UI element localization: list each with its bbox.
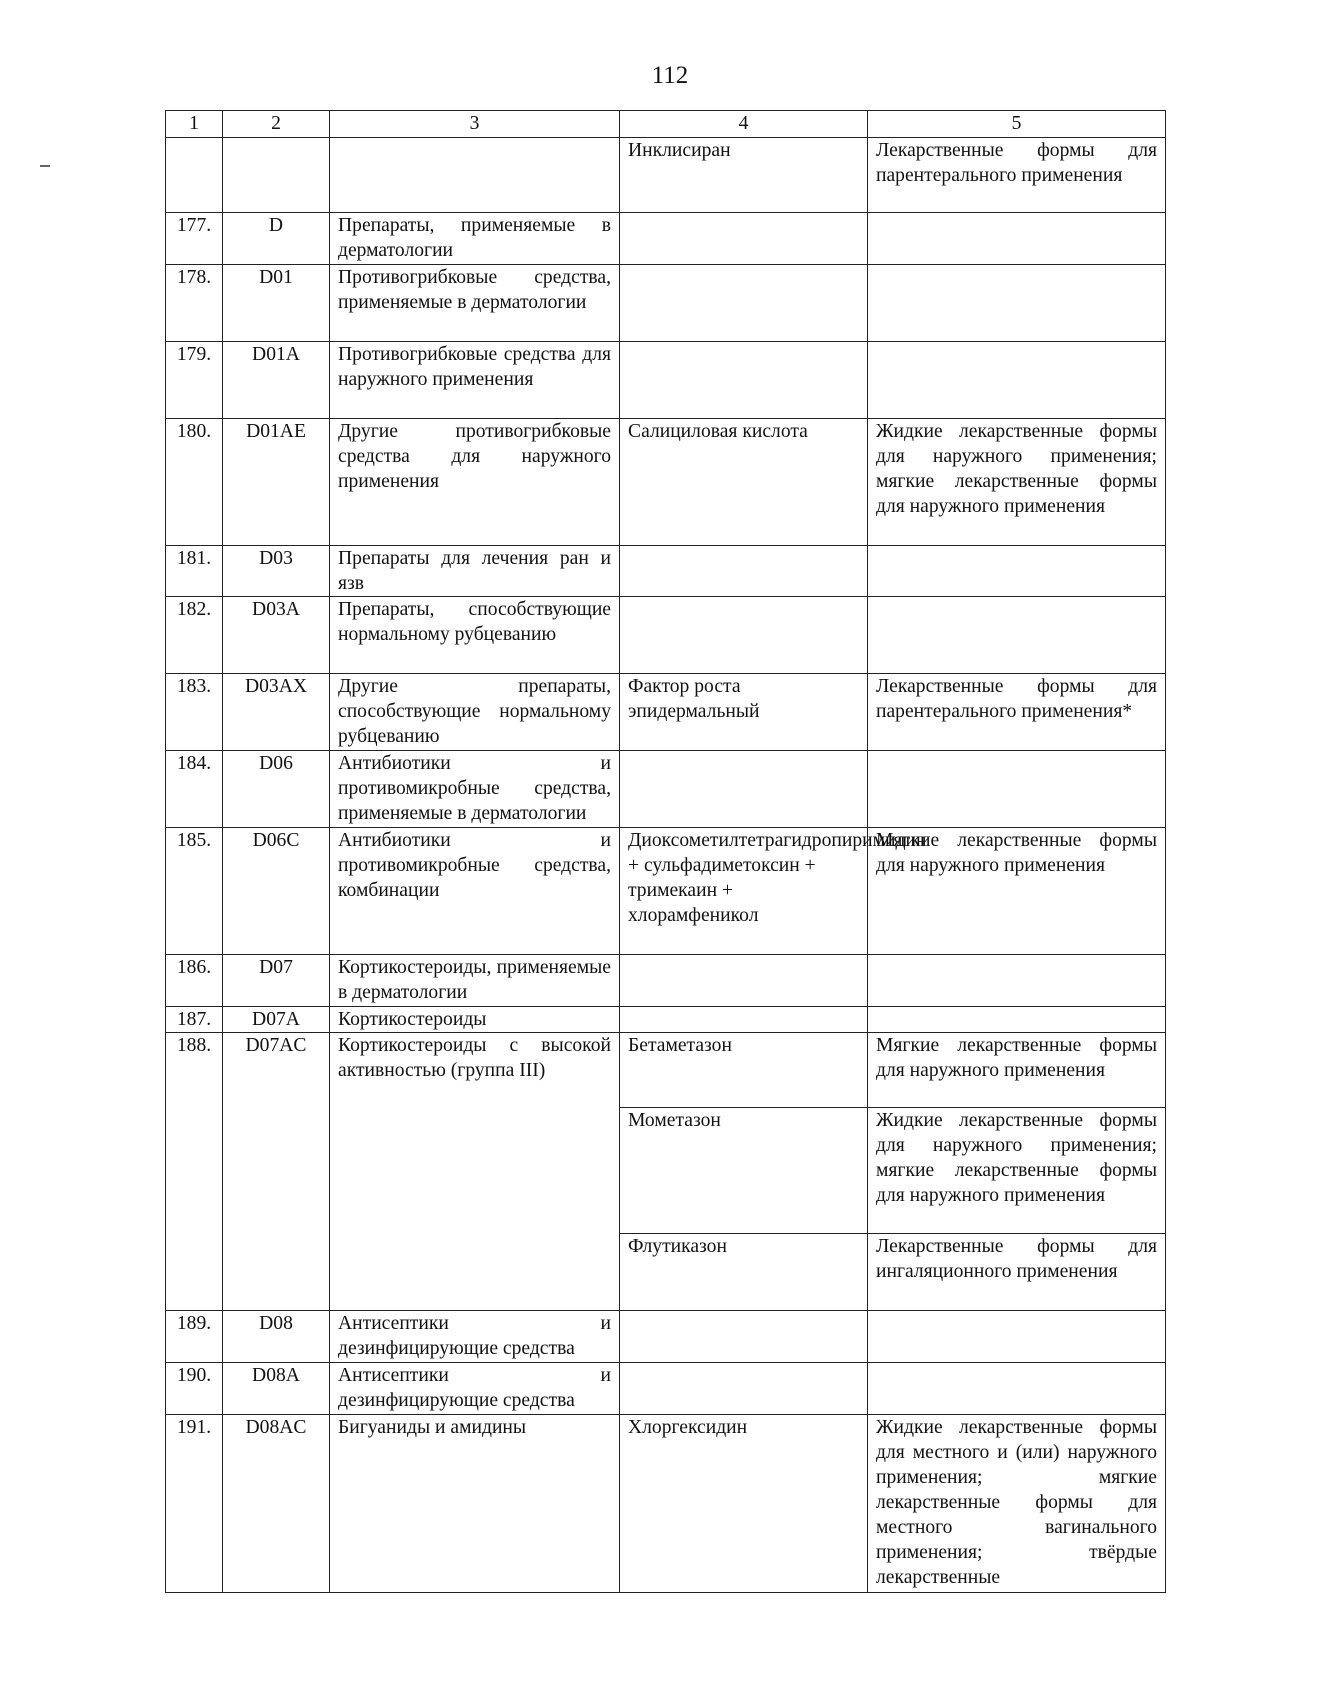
row-number: [166, 138, 223, 213]
group-name: Бигуаниды и амидины: [330, 1415, 620, 1593]
row-number: 183.: [166, 674, 223, 751]
header-cell-2: 2: [223, 111, 330, 138]
group-name: Препараты, способствующие нормальному рубцеванию: [330, 597, 620, 674]
header-cell-5: 5: [868, 111, 1166, 138]
atc-code: D01A: [223, 342, 330, 419]
dosage-form: [868, 1007, 1166, 1033]
row-number: 185.: [166, 828, 223, 955]
dosage-form: [868, 1311, 1166, 1363]
group-name: Кортикостероиды: [330, 1007, 620, 1033]
group-name: Антисептики и дезинфицирующие средства: [330, 1311, 620, 1363]
drug-name: [620, 213, 868, 265]
atc-code: D08A: [223, 1363, 330, 1415]
atc-code: [223, 138, 330, 213]
atc-code: D: [223, 213, 330, 265]
dosage-form: [868, 751, 1166, 828]
group-name: Другие противогрибковые средства для наружного применения: [330, 419, 620, 546]
table-row: [166, 138, 1166, 213]
header-cell-3: 3: [330, 111, 620, 138]
group-name: Другие препараты, способствующие нормальному рубцеванию: [330, 674, 620, 751]
dosage-form: Жидкие лекарственные формы для наружного применения; мягкие лекарственные формы для наружного применения: [868, 1108, 1166, 1234]
drug-name: [620, 342, 868, 419]
atc-code: D07A: [223, 1007, 330, 1033]
dosage-form: Жидкие лекарственные формы для наружного применения; мягкие лекарственные формы для наружного применения: [868, 419, 1166, 546]
drug-name: Хлоргексидин: [620, 1415, 868, 1593]
atc-code: D01AE: [223, 419, 330, 546]
atc-code: D03: [223, 546, 330, 597]
drug-name: Фактор роста эпидермальный: [620, 674, 868, 751]
table-row: [166, 1311, 1166, 1363]
table-row: [166, 265, 1166, 342]
dosage-form: Мягкие лекарственные формы для наружного применения: [868, 828, 1166, 955]
table-row: [166, 674, 1166, 751]
atc-code: D07AC: [223, 1033, 330, 1311]
dosage-form: Жидкие лекарственные формы для местного и (или) наружного применения; мягкие лекарственные формы для местного вагинального применения; твёрдые лекарственные: [868, 1415, 1166, 1593]
dosage-form: [868, 213, 1166, 265]
page-number: 112: [651, 62, 689, 89]
dosage-form: [868, 955, 1166, 1007]
row-number: 178.: [166, 265, 223, 342]
header-cell-1: 1: [166, 111, 223, 138]
table-row: [166, 828, 1166, 955]
row-number: 190.: [166, 1363, 223, 1415]
row-number: 177.: [166, 213, 223, 265]
dosage-form: [868, 597, 1166, 674]
drug-name: [620, 1311, 868, 1363]
group-name: Препараты для лечения ран и язв: [330, 546, 620, 597]
drug-name: [620, 955, 868, 1007]
group-name: Кортикостероиды, применяемые в дерматологии: [330, 955, 620, 1007]
table-row: [166, 751, 1166, 828]
atc-code: D08: [223, 1311, 330, 1363]
drug-name: [620, 546, 868, 597]
dosage-form: [868, 265, 1166, 342]
atc-code: D06C: [223, 828, 330, 955]
row-number: 181.: [166, 546, 223, 597]
dosage-form: Мягкие лекарственные формы для наружного применения: [868, 1033, 1166, 1108]
dosage-form: [868, 342, 1166, 419]
drug-name: [620, 1007, 868, 1033]
row-number: 191.: [166, 1415, 223, 1593]
table-row: [166, 419, 1166, 546]
atc-code: D03A: [223, 597, 330, 674]
dosage-form: Лекарственные формы для парентерального применения: [868, 138, 1166, 213]
group-name: Антибиотики и противомикробные средства, применяемые в дерматологии: [330, 751, 620, 828]
group-name: Антибиотики и противомикробные средства, комбинации: [330, 828, 620, 955]
drug-name: Бетаметазон: [620, 1033, 868, 1108]
group-name: Препараты, применяемые в дерматологии: [330, 213, 620, 265]
row-number: 182.: [166, 597, 223, 674]
drug-table: [165, 110, 1166, 1593]
group-name: Противогрибковые средства, применяемые в дерматологии: [330, 265, 620, 342]
row-number: 188.: [166, 1033, 223, 1311]
atc-code: D01: [223, 265, 330, 342]
table-row: [166, 1007, 1166, 1033]
margin-mark: [40, 165, 50, 167]
drug-name: [620, 597, 868, 674]
table-row: [166, 342, 1166, 419]
drug-name: Флутиказон: [620, 1234, 868, 1311]
atc-code: D03AX: [223, 674, 330, 751]
header-cell-4: 4: [620, 111, 868, 138]
table-row: [166, 213, 1166, 265]
drug-name: Инклисиран: [620, 138, 868, 213]
table-row: [166, 1415, 1166, 1593]
table-row: [166, 1033, 1166, 1108]
table-header-row: [166, 111, 1166, 138]
row-number: 179.: [166, 342, 223, 419]
group-name: Антисептики и дезинфицирующие средства: [330, 1363, 620, 1415]
table-row: [166, 597, 1166, 674]
row-number: 186.: [166, 955, 223, 1007]
atc-code: D06: [223, 751, 330, 828]
drug-name: [620, 1363, 868, 1415]
row-number: 180.: [166, 419, 223, 546]
row-number: 189.: [166, 1311, 223, 1363]
group-name: Кортикостероиды с высокой активностью (группа III): [330, 1033, 620, 1311]
drug-name: Салициловая кислота: [620, 419, 868, 546]
table-row: [166, 1363, 1166, 1415]
dosage-form: [868, 546, 1166, 597]
table-row: [166, 955, 1166, 1007]
group-name: [330, 138, 620, 213]
atc-code: D07: [223, 955, 330, 1007]
row-number: 187.: [166, 1007, 223, 1033]
drug-name: Диоксометилтетрагидропиримидин + сульфадиметоксин + тримекаин + хлорамфеникол: [620, 828, 868, 955]
table-row: [166, 546, 1166, 597]
dosage-form: Лекарственные формы для ингаляционного применения: [868, 1234, 1166, 1311]
group-name: Противогрибковые средства для наружного применения: [330, 342, 620, 419]
drug-name: [620, 751, 868, 828]
drug-name: [620, 265, 868, 342]
dosage-form: [868, 1363, 1166, 1415]
atc-code: D08AC: [223, 1415, 330, 1593]
row-number: 184.: [166, 751, 223, 828]
dosage-form: Лекарственные формы для парентерального применения*: [868, 674, 1166, 751]
drug-name: Мометазон: [620, 1108, 868, 1234]
